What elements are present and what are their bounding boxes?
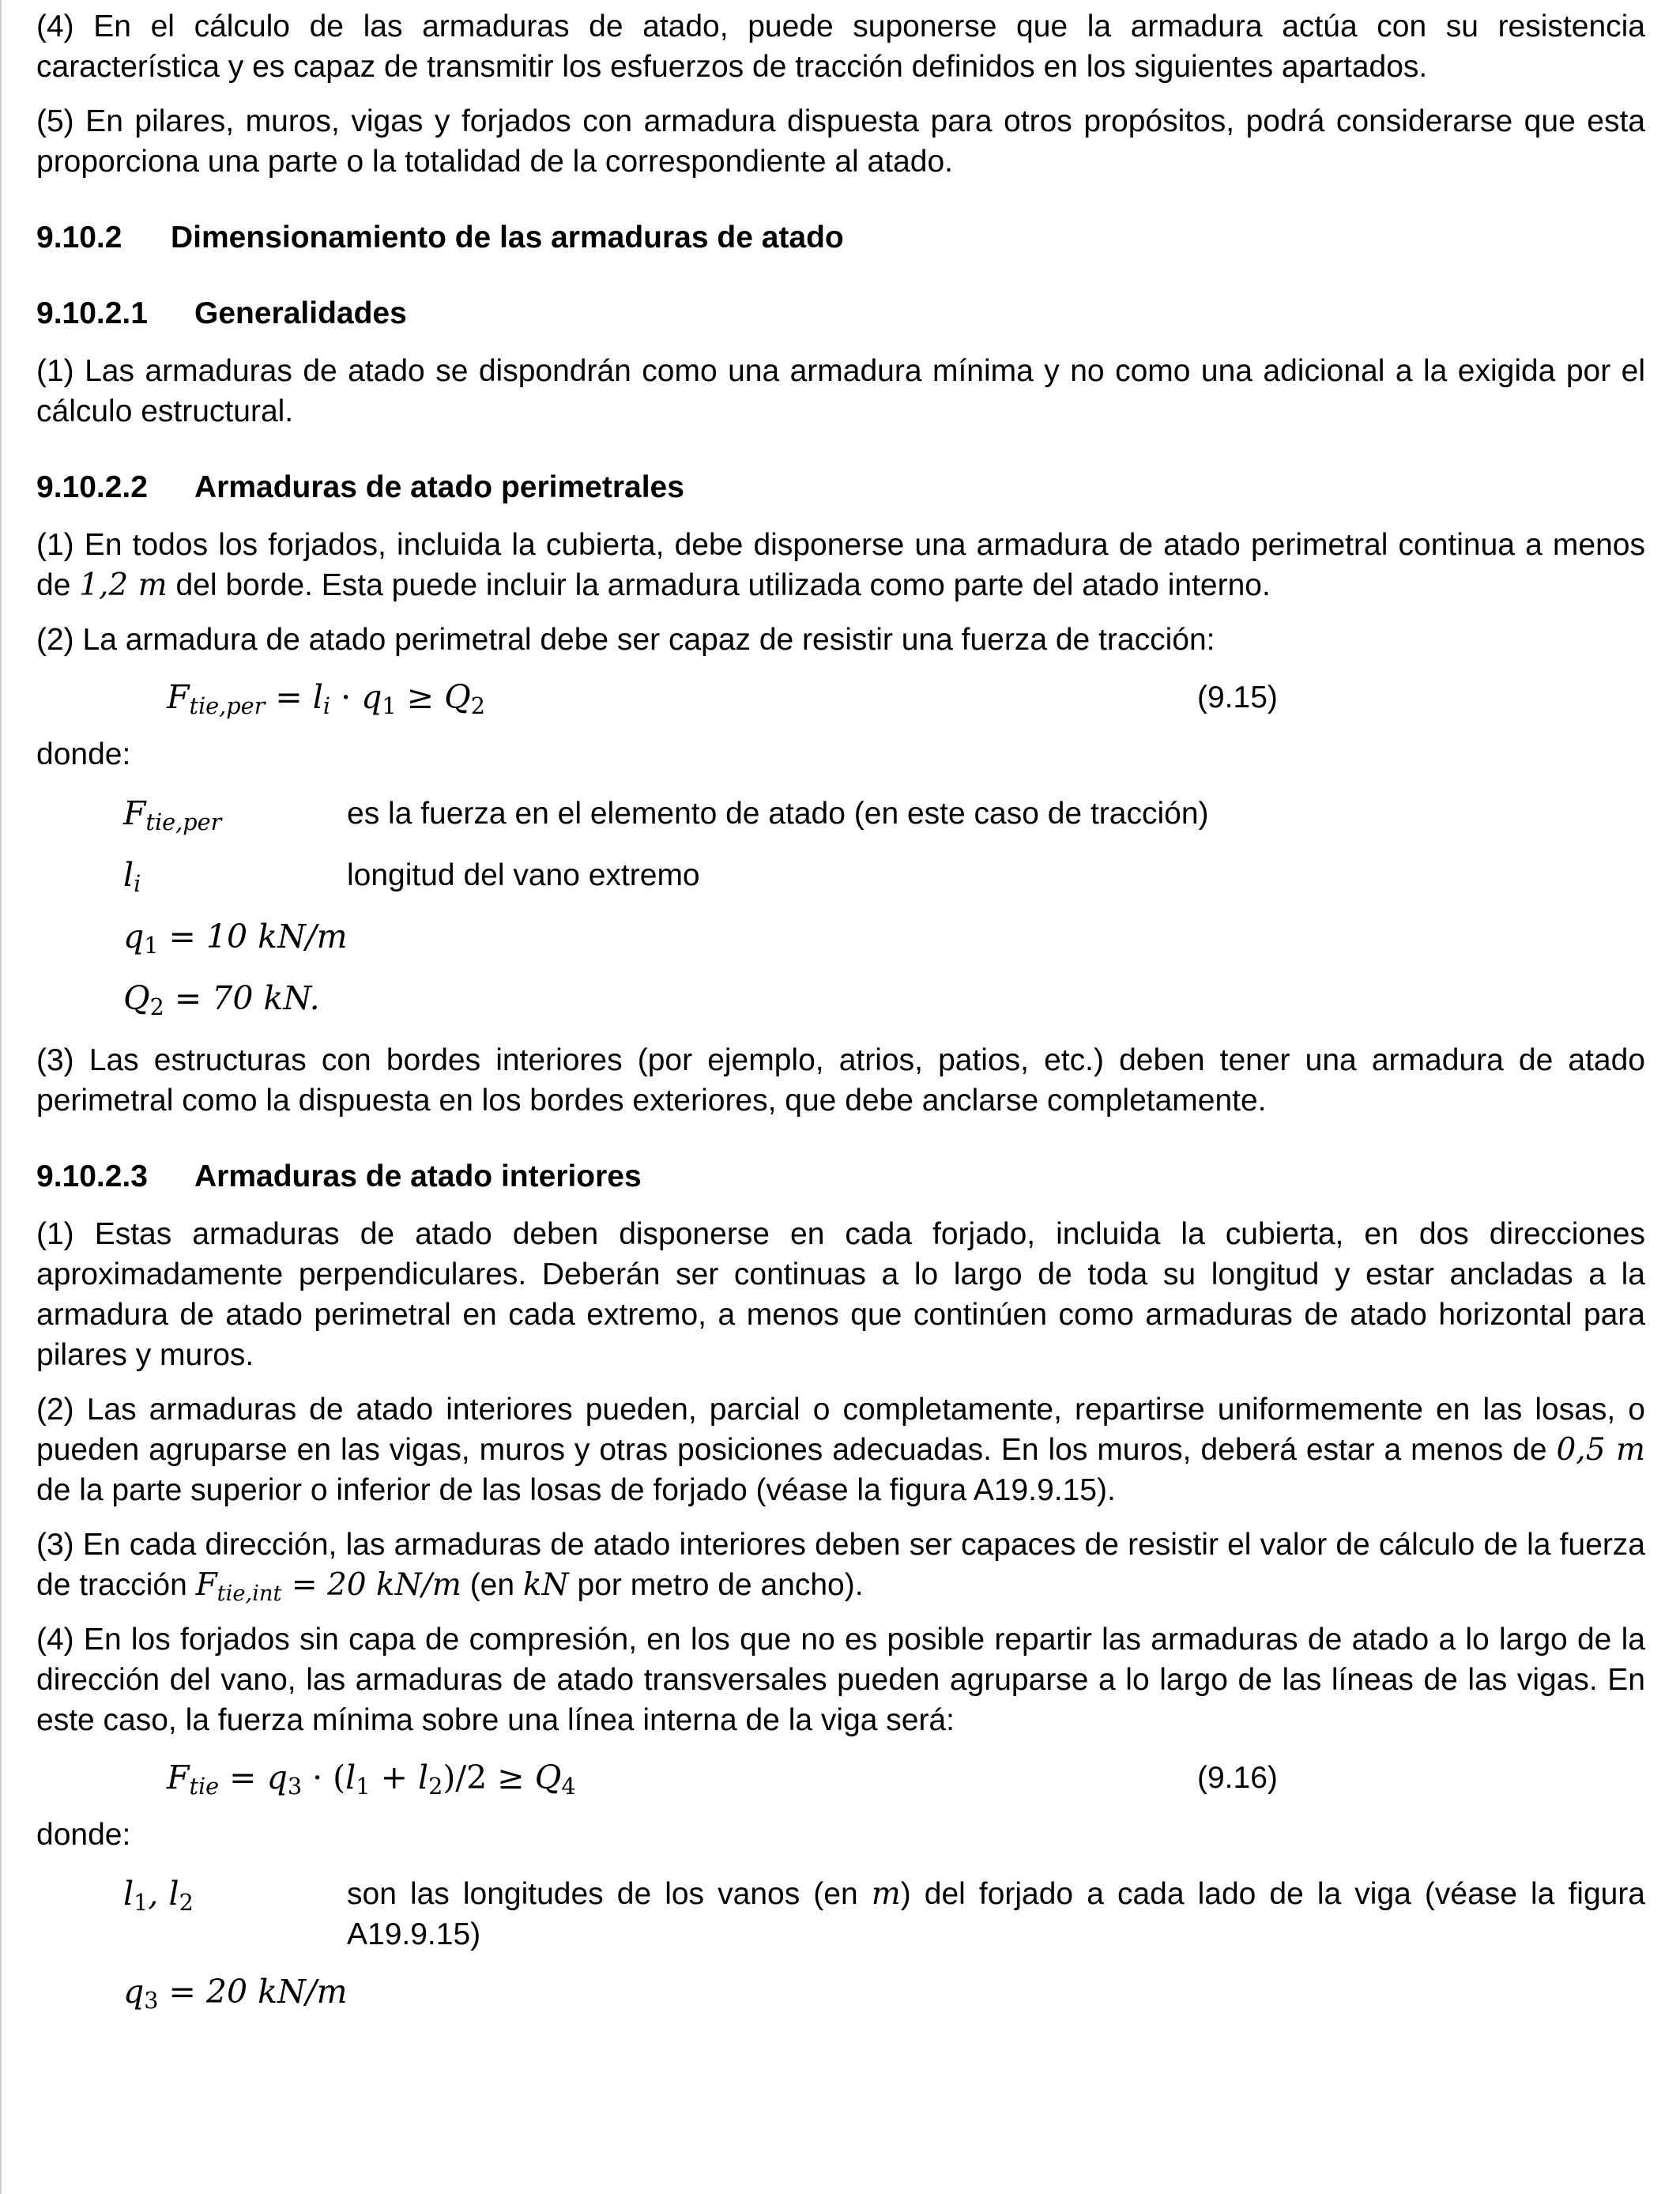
- equation-9-15: [36, 674, 1645, 722]
- donde-label: donde:: [36, 1818, 131, 1852]
- definition-q1: $q_1 = 10$ kN/m: [123, 918, 348, 959]
- section-number: 9.10.2.2: [36, 470, 148, 504]
- inline-math: kN: [522, 1567, 569, 1603]
- section-title: Armaduras de atado interiores: [194, 1159, 642, 1193]
- text: del borde. Esta puede incluir la armadura utilizada como parte del atado interno.: [167, 568, 1271, 602]
- section-title: Dimensionamiento de las armaduras de atado: [171, 221, 844, 254]
- paragraph-interiores-2: [36, 1389, 1645, 1510]
- text: (1) En todos los forjados, incluida la cubierta, debe disponerse una armadura de atado perimetral continua a menos de: [36, 528, 1645, 602]
- definition-text: es la fuerza en el elemento de atado (en este caso de tracción): [347, 797, 1209, 831]
- section-number: 9.10.2.3: [36, 1159, 148, 1193]
- paragraph-interiores-3: [36, 1525, 1645, 1605]
- text: de la parte superior o inferior de las losas de forjado (véase la figura A19.9.15).: [36, 1473, 1116, 1507]
- definition-symbol: $l_1$, $l_2$: [123, 1875, 194, 1917]
- section-number: 9.10.2: [36, 221, 122, 254]
- section-heading-9-10-2-2: [36, 467, 1645, 507]
- section-heading-9-10-2-1: [36, 293, 1645, 334]
- equation-formula: $F_{tie,per} = l_i \cdot q_1 \ge Q_2$: [167, 678, 485, 720]
- equation-9-16: [36, 1755, 1645, 1802]
- inline-math: 0,5 m: [1556, 1432, 1646, 1468]
- paragraph-perimetrales-2: (2) La armadura de atado perimetral debe ser capaz de resistir una fuerza de tracción:: [36, 623, 1215, 657]
- definition-text: longitud del vano extremo: [347, 858, 700, 892]
- paragraph-5-intro: (5) En pilares, muros, vigas y forjados con armadura dispuesta para otros propósitos, podrá considerarse que esta proporciona una parte o la totalidad de la correspondiente al atado.: [36, 104, 1645, 179]
- inline-math: 1,2 m: [79, 567, 168, 603]
- text: (en: [461, 1568, 523, 1602]
- paragraph-perimetrales-1: [36, 525, 1645, 605]
- text: (3) En cada dirección, las armaduras de atado interiores deben ser capaces de resistir el valor de cálculo de la fuerza de tracción: [36, 1528, 1645, 1602]
- text: (2) Las armaduras de atado interiores pueden, parcial o completamente, repartirse uniformemente en las losas, o pueden agruparse en las vigas, muros y otras posiciones adecuadas. En los muros, deberá estar a menos de: [36, 1393, 1645, 1467]
- definition-value: = 20 kN/m: [158, 1973, 348, 2011]
- equation-formula: $F_{tie} = q_3 \cdot (l_1 + l_2)/2 \ge Q_4$: [167, 1759, 576, 1800]
- definition-q3: $q_3 = 20$ kN/m: [123, 1973, 348, 2015]
- section-number: 9.10.2.1: [36, 296, 148, 330]
- definition-value: = 70 kN.: [164, 979, 320, 1017]
- inline-math-value: = 20 kN/m: [281, 1567, 461, 1603]
- equation-number: (9.16): [1197, 1761, 1278, 1795]
- definition-q2: $Q_2 = 70$ kN.: [123, 979, 320, 1021]
- paragraph-generalidades-1: (1) Las armaduras de atado se dispondrán como una armadura mínima y no como una adicional a la exigida por el cálculo estructural.: [36, 354, 1645, 428]
- paragraph-interiores-4: (4) En los forjados sin capa de compresión, en los que no es posible repartir las armaduras de atado a lo largo de la dirección del vano, las armaduras de atado transversales pueden agruparse a lo largo de las líneas de las vigas. En este caso, la fuerza mínima sobre una línea interna de la viga será:: [36, 1623, 1645, 1737]
- definition-symbol: $l_i$: [123, 856, 141, 898]
- section-title: Generalidades: [194, 296, 407, 330]
- section-heading-9-10-2-3: [36, 1156, 1645, 1197]
- definition-l1-l2: [36, 1874, 1645, 1955]
- text: por metro de ancho).: [568, 1568, 864, 1602]
- section-title: Armaduras de atado perimetrales: [194, 470, 684, 504]
- donde-label: donde:: [36, 737, 131, 771]
- paragraph-interiores-1: (1) Estas armaduras de atado deben disponerse en cada forjado, incluida la cubierta, en dos direcciones aproximadamente perpendiculares. Deberán ser continuas a lo largo de toda su longitud y estar ancladas a la armadura de atado perimetral en cada extremo, a menos que continúen como armaduras de atado horizontal para pilares y muros.: [36, 1217, 1645, 1372]
- definition-text: [347, 1874, 1645, 1955]
- text: son las longitudes de los vanos (en: [347, 1877, 872, 1911]
- paragraph-4-intro: (4) En el cálculo de las armaduras de atado, puede suponerse que la armadura actúa con su resistencia característica y es capaz de transmitir los esfuerzos de tracción definidos en los siguientes apartados.: [36, 9, 1645, 84]
- inline-math: $F_{tie,int} = 20$ kN/m: [195, 1567, 461, 1606]
- equation-number: (9.15): [1197, 680, 1278, 714]
- section-heading-9-10-2: [36, 217, 1645, 258]
- definition-symbol: $F_{tie,per}$: [123, 794, 222, 836]
- definition-value: = 10 kN/m: [158, 918, 348, 956]
- paragraph-perimetrales-3: (3) Las estructuras con bordes interiores (por ejemplo, atrios, patios, etc.) deben tener una armadura de atado perimetral como la dispuesta en los bordes exteriores, que debe anclarse completamente.: [36, 1043, 1645, 1118]
- inline-math: m: [871, 1876, 901, 1912]
- definition-l-i: [36, 855, 1645, 899]
- definition-f-tie-per: [36, 794, 1645, 838]
- text: ) del forjado a cada lado de la viga (véase la figura A19.9.15): [347, 1877, 1646, 1951]
